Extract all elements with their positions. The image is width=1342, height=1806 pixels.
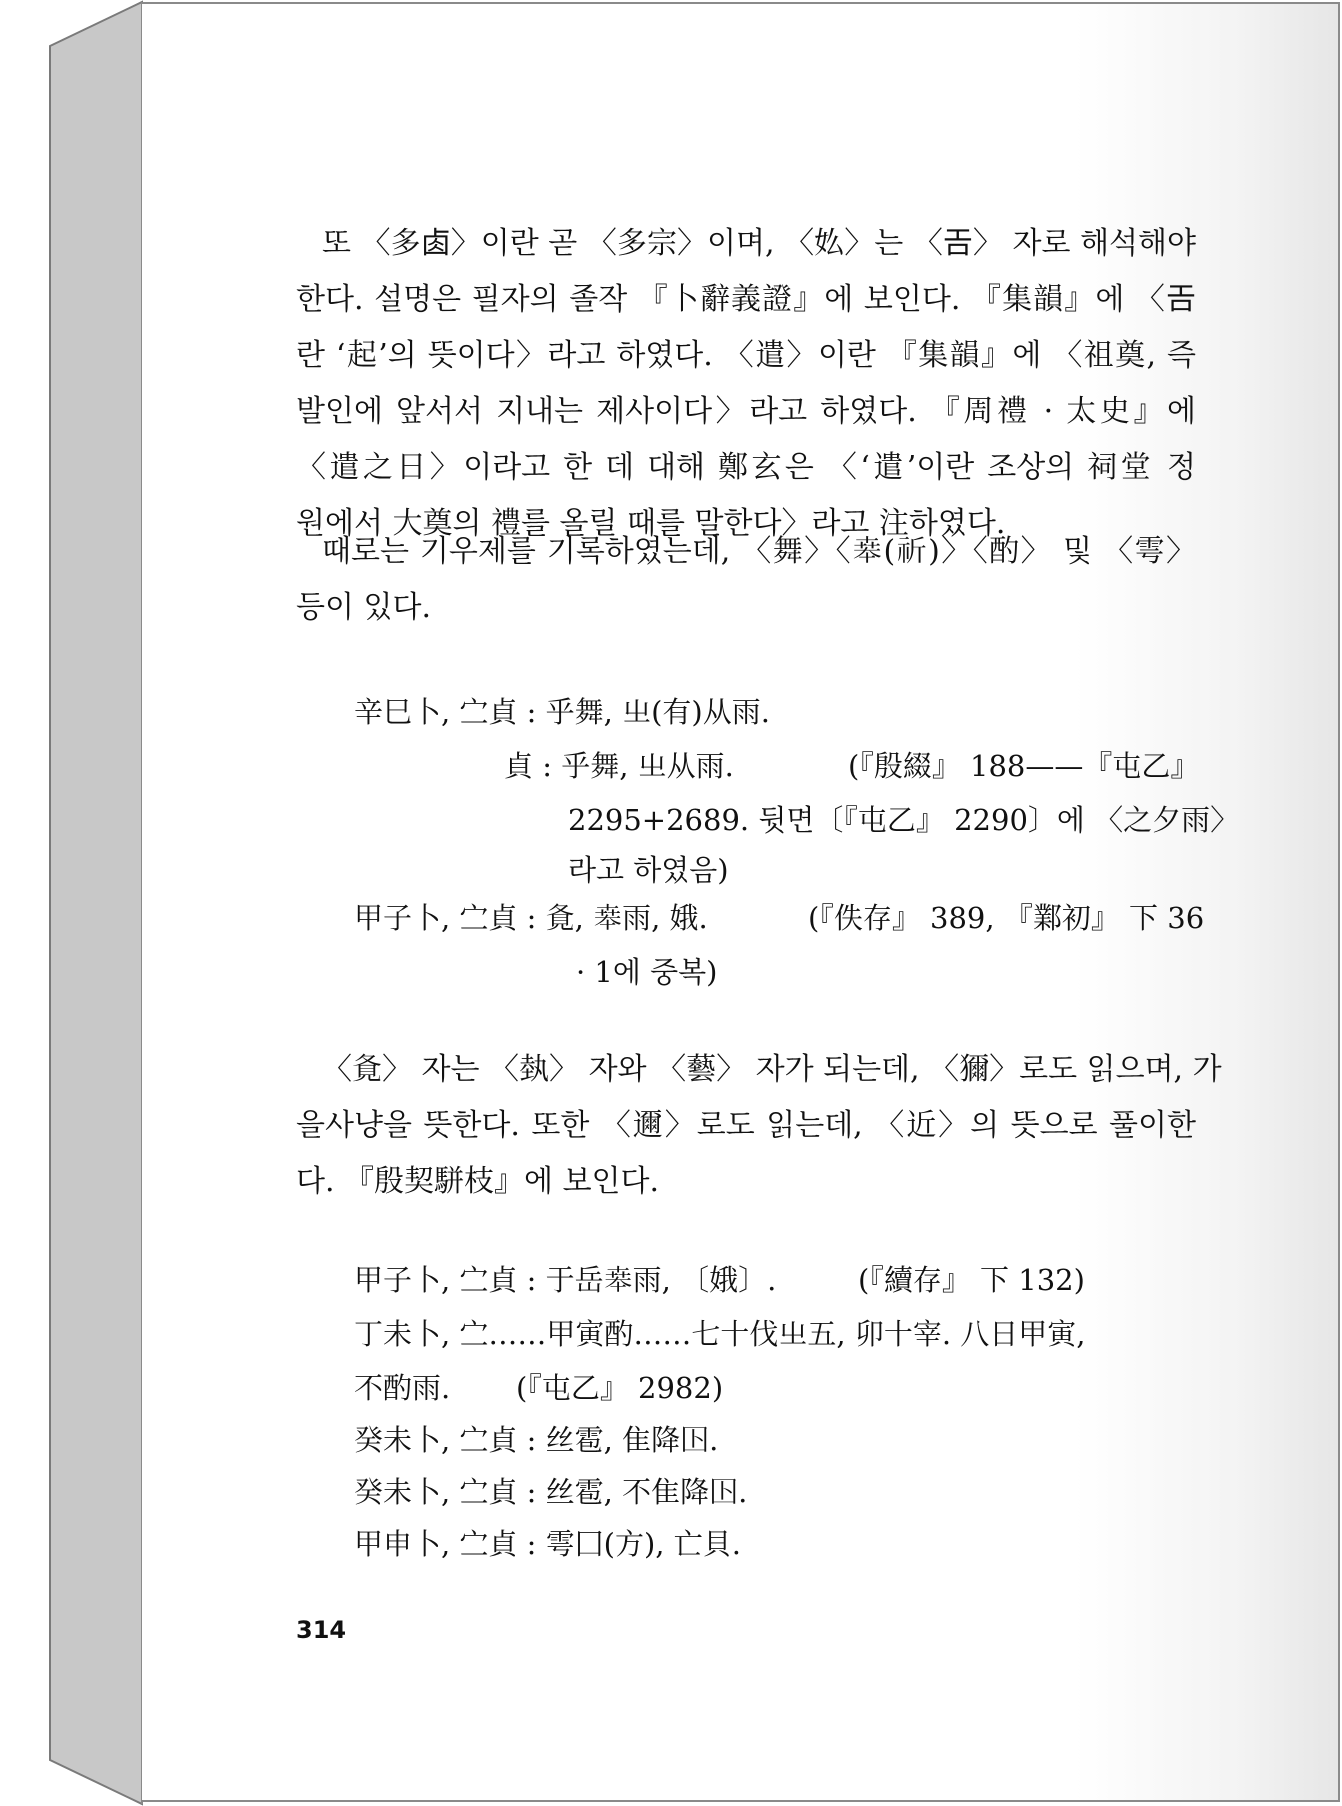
text-line: 원에서 大奠의 禮를 올릴 때를 말한다〉라고 注하였다. bbox=[296, 506, 1006, 541]
example-line: 丁未卜, 㝉……甲寅酌……七十伐㞢五, 卯十宰. 八日甲寅, bbox=[354, 1317, 1086, 1351]
example-citation: (『續存』 下 132) bbox=[858, 1263, 1085, 1297]
text-line: 또 〈多𠧪〉이란 곧 〈多宗〉이며, 〈𡚸〉는 〈𢀛〉 자로 해석해야 bbox=[322, 226, 1196, 261]
text-line: 을사냥을 뜻한다. 또한 〈邇〉로도 읽는데, 〈近〉의 뜻으로 풀이한 bbox=[296, 1108, 1196, 1143]
paragraph-1 bbox=[296, 216, 1196, 552]
text-line: 한다. 설명은 필자의 졸작 『卜辭義證』에 보인다. 『集韻』에 〈𢀛 bbox=[296, 282, 1196, 317]
page-number: 314 bbox=[296, 1616, 347, 1644]
example-line: 2295+2689. 뒷면〔『屯乙』 2290〕에 〈之夕雨〉 bbox=[568, 803, 1240, 837]
text-line: 란 ‘起’의 뜻이다〉라고 하였다. 〈遣〉이란 『集韻』에 〈祖奠, 즉 bbox=[296, 338, 1196, 373]
example-line: 라고 하였음) bbox=[568, 853, 729, 887]
paragraph-3 bbox=[296, 1042, 1222, 1210]
example-citation: (『佚存』 389, 『鄴初』 下 36 bbox=[808, 901, 1205, 935]
text-line: 다. 『殷契駢枝』에 보인다. bbox=[296, 1164, 660, 1199]
example-line: 甲申卜, 㝉貞 : 雩囗(方), 亡貝. bbox=[354, 1527, 741, 1561]
example-line: 貞 : 乎舞, 㞢从雨. bbox=[504, 749, 734, 783]
example-line: 癸未卜, 㝉貞 : 丝雹, 不隹降𡆥. bbox=[354, 1475, 748, 1509]
example-line: 甲子卜, 㝉貞 : 于岳𠦪雨, 〔娥〕. bbox=[354, 1263, 777, 1297]
example-line: · 1에 중복) bbox=[576, 955, 718, 989]
example-citation: (『屯乙』 2982) bbox=[516, 1371, 724, 1405]
text-line: 때로는 기우제를 기록하였는데, 〈舞〉〈𠦪(祈)〉〈酌〉 및 〈雩〉 bbox=[322, 534, 1196, 569]
text-line: 등이 있다. bbox=[296, 590, 431, 625]
text-line: 〈遣之日〉이라고 한 데 대해 鄭玄은 〈‘遣’이란 조상의 祠堂 정 bbox=[296, 450, 1196, 485]
text-line: 〈𡕚〉 자는 〈埶〉 자와 〈藝〉 자가 되는데, 〈獮〉로도 읽으며, 가 bbox=[322, 1052, 1222, 1087]
text-line: 발인에 앞서서 지내는 제사이다〉라고 하였다. 『周禮 · 太史』에 bbox=[296, 394, 1196, 429]
example-line: 甲子卜, 㝉貞 : 𡕚, 𠦪雨, 娥. bbox=[354, 901, 708, 935]
example-line: 癸未卜, 㝉貞 : 丝雹, 隹降𡆥. bbox=[354, 1423, 719, 1457]
example-line: 辛巳卜, 㝉貞 : 乎舞, 㞢(有)从雨. bbox=[354, 695, 770, 729]
example-line: 不酌雨. bbox=[354, 1371, 451, 1405]
example-citation: (『殷綴』 188——『屯乙』 bbox=[848, 749, 1200, 783]
paragraph-2 bbox=[296, 524, 1196, 636]
